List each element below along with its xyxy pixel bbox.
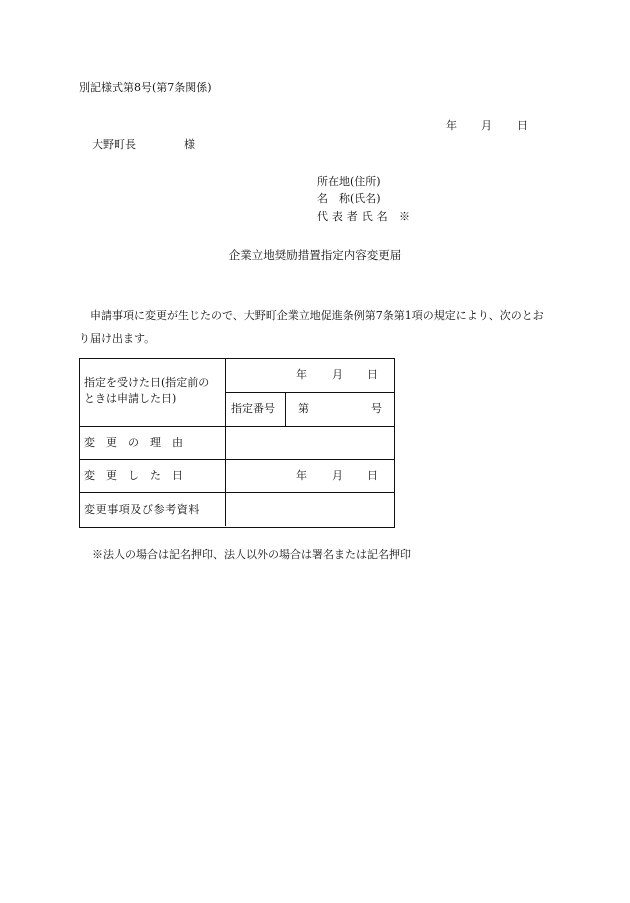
table-column-divider — [225, 358, 226, 526]
change-items-label: 変更事項及び参考資料 — [84, 503, 200, 516]
addressee-name: 大野町長 — [92, 138, 136, 151]
designation-number-label: 指定番号 — [231, 402, 275, 415]
designation-number-prefix: 第 — [298, 402, 309, 415]
row-divider-2 — [79, 459, 394, 460]
footnote: ※法人の場合は記名押印、法人以外の場合は署名または記名押印 — [92, 548, 411, 561]
designation-date-label-line2: ときは申請した日) — [84, 392, 177, 405]
change-date-day: 日 — [367, 469, 378, 482]
body-text: 申請事項に変更が生じたので、大野町企業立地促進条例第7条第1項の規定により、次のとおり届け出ます。 — [79, 309, 544, 345]
form-number: 別記様式第8号(第7条関係) — [79, 81, 212, 94]
document-title: 企業立地奨励措置指定内容変更届 — [228, 248, 402, 262]
change-date-month: 月 — [332, 469, 343, 482]
row-divider-1 — [79, 426, 394, 427]
addressee-honorific: 様 — [184, 138, 195, 151]
designation-date-year: 年 — [296, 368, 307, 381]
applicant-representative-label: 代 表 者 氏 名 ※ — [317, 210, 411, 223]
date-day: 日 — [517, 119, 528, 132]
designation-date-day: 日 — [367, 368, 378, 381]
designation-date-label-line1: 指定を受けた日(指定前の — [84, 376, 210, 389]
change-date-label: 変 更 し た 日 — [84, 469, 183, 482]
designation-number-suffix: 号 — [371, 402, 382, 415]
number-cell-divider — [285, 392, 286, 426]
change-date-year: 年 — [296, 469, 307, 482]
row-divider-3 — [79, 492, 394, 493]
date-year: 年 — [446, 119, 457, 132]
reason-label: 変 更 の 理 由 — [84, 436, 183, 449]
designation-date-month: 月 — [332, 368, 343, 381]
applicant-address-label: 所在地(住所) — [317, 175, 381, 188]
applicant-name-label: 名 称(氏名) — [317, 192, 381, 205]
date-month: 月 — [481, 119, 492, 132]
date-number-divider — [225, 392, 394, 393]
